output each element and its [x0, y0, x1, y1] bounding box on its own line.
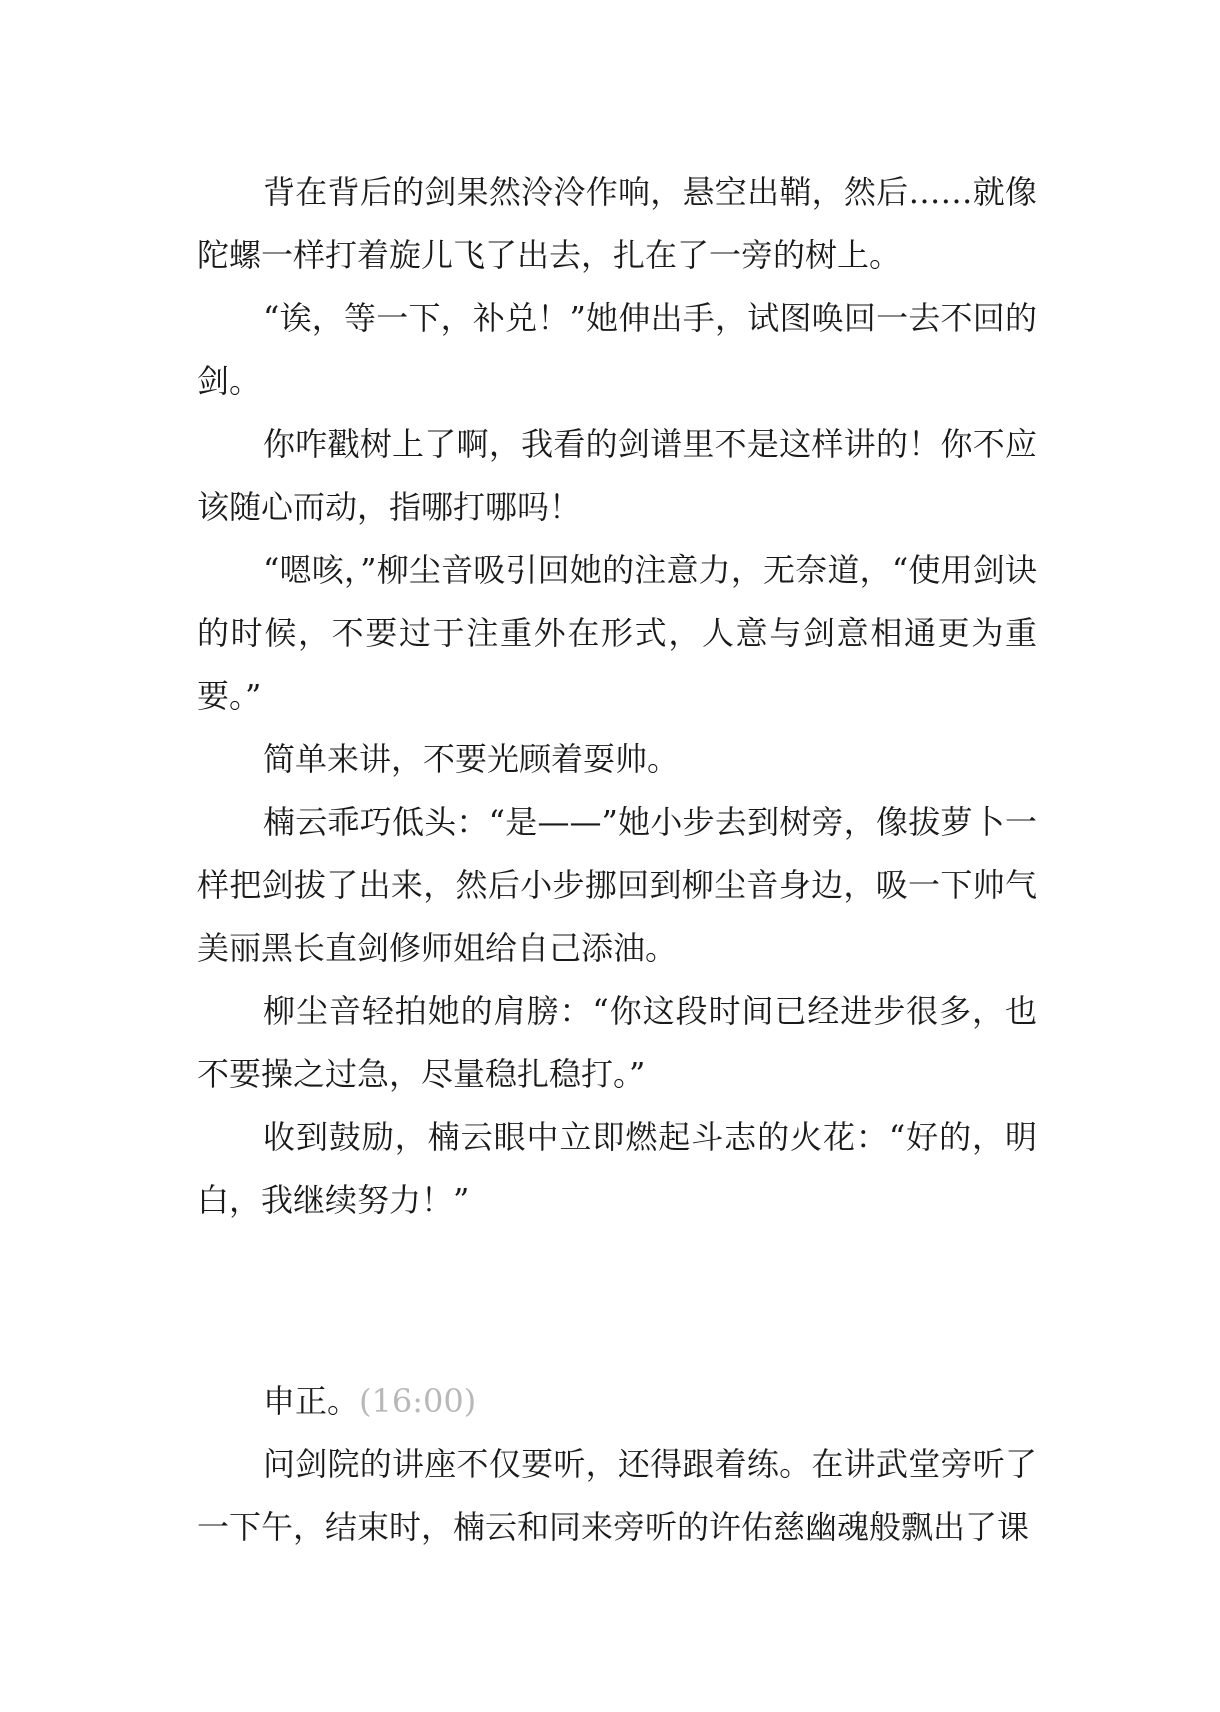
paragraph: “诶，等一下，补兑！”她伸出手，试图唤回一去不回的剑。 — [197, 299, 1037, 400]
time-note: (16:00) — [359, 1382, 477, 1420]
paragraph: 你咋戳树上了啊，我看的剑谱里不是这样讲的！你不应该随心而动，指哪打哪吗！ — [197, 425, 1037, 526]
paragraph: 柳尘音轻拍她的肩膀：“你这段时间已经进步很多，也不要操之过急，尽量稳扎稳打。” — [197, 992, 1037, 1093]
paragraph: “嗯咳，”柳尘音吸引回她的注意力，无奈道，“使用剑诀的时候，不要过于注重外在形式，人意与剑意相通更为重要。” — [197, 551, 1037, 715]
story-text-top — [197, 161, 1037, 1232]
paragraph: 背在背后的剑果然泠泠作响，悬空出鞘，然后……就像陀螺一样打着旋儿飞了出去，扎在了一旁的树上。 — [197, 173, 1037, 274]
section-time-heading — [197, 1370, 1037, 1433]
paragraph: 问剑院的讲座不仅要听，还得跟着练。在讲武堂旁听了一下午，结束时，楠云和同来旁听的许佑慈幽魂般飘出了课 — [197, 1445, 1037, 1546]
story-text-bottom — [197, 1370, 1037, 1559]
paragraph: 楠云乖巧低头：“是——”她小步去到树旁，像拔萝卜一样把剑拔了出来，然后小步挪回到柳尘音身边，吸一下帅气美丽黑长直剑修师姐给自己添油。 — [197, 803, 1037, 967]
time-label: 申正。 — [263, 1382, 360, 1420]
paragraph: 简单来讲，不要光顾着耍帅。 — [263, 740, 680, 778]
paragraph: 收到鼓励，楠云眼中立即燃起斗志的火花：“好的，明白，我继续努力！” — [197, 1118, 1037, 1219]
